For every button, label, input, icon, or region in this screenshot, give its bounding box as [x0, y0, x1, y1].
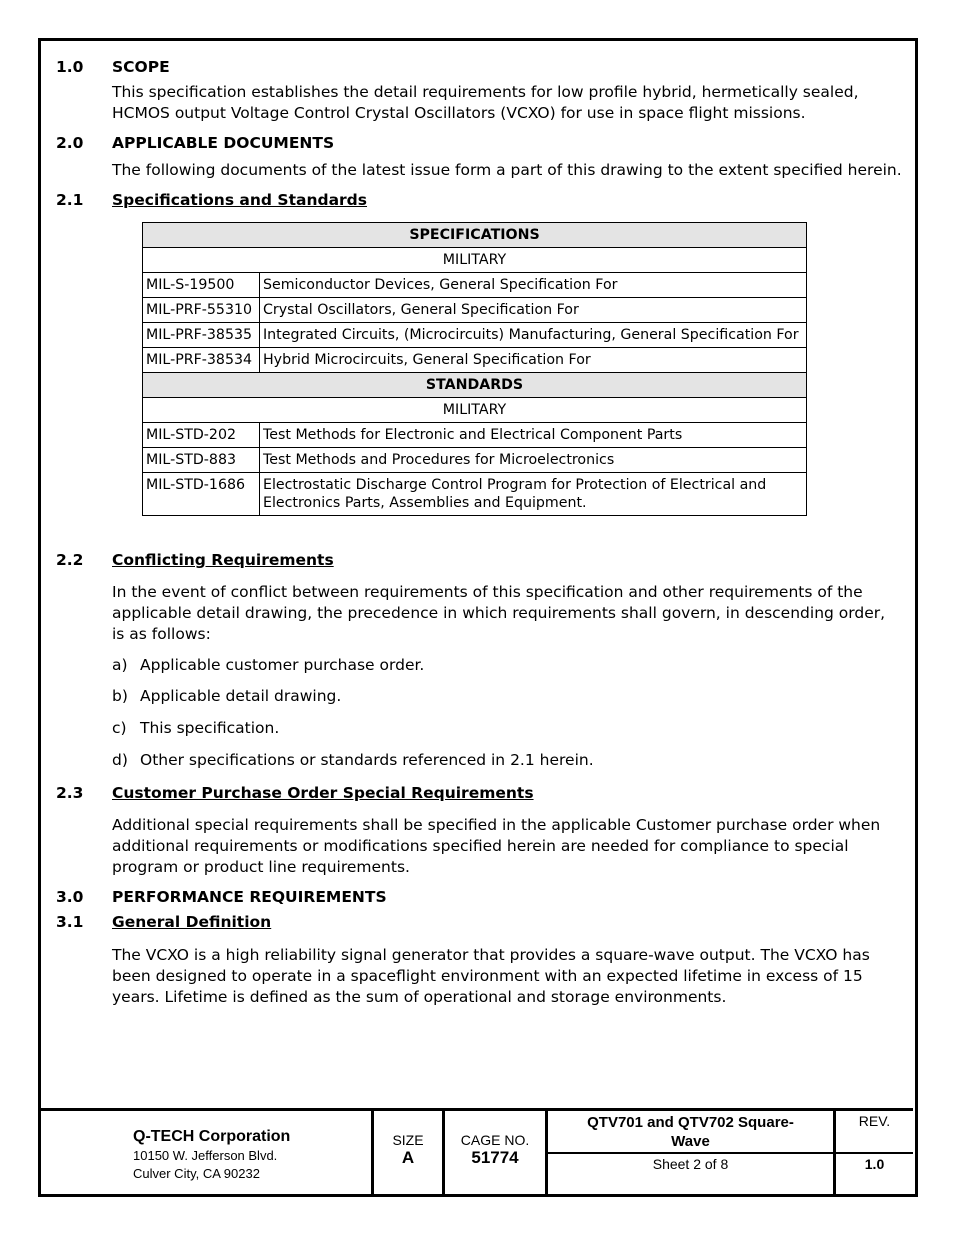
section-text: Additional special requirements shall be specified in the applicable Customer purchase order when additional requirements or modifications specified herein are needed for compliance to special program or product line requirements. — [112, 816, 881, 876]
list-item — [112, 719, 279, 737]
list-label: b) — [112, 687, 128, 705]
section-title: PERFORMANCE REQUIREMENTS — [112, 888, 387, 906]
section-text: The VCXO is a high reliability signal generator that provides a square-wave output. The VCXO has been designed to operate in a spaceflight environment with an expected lifetime in excess of 15 years. Lifetime is defined as the sum of operational and storage environments. — [112, 946, 870, 1006]
sheet-number: Sheet 2 of 8 — [652, 1156, 729, 1172]
table-row — [143, 473, 807, 516]
list-item — [112, 687, 341, 705]
doc-id: MIL-STD-202 — [143, 423, 260, 448]
section-number: 2.1 — [56, 191, 84, 209]
documents-table — [142, 222, 807, 516]
cage-value: 51774 — [471, 1148, 519, 1167]
company-address-1: 10150 W. Jefferson Blvd. — [133, 1148, 278, 1163]
section-number: 2.0 — [56, 134, 84, 152]
section-text: This specification establishes the detail requirements for low profile hybrid, hermetically sealed, HCMOS output Voltage Control Crystal Oscillators (VCXO) for use in space flight missions. — [112, 83, 859, 122]
list-text: Other specifications or standards referenced in 2.1 herein. — [140, 751, 594, 769]
doc-desc: Hybrid Microcircuits, General Specification For — [260, 348, 807, 373]
doc-id: MIL-PRF-38534 — [143, 348, 260, 373]
list-label: a) — [112, 656, 128, 674]
table-row — [143, 348, 807, 373]
list-label: d) — [112, 751, 128, 769]
list-label: c) — [112, 719, 127, 737]
doc-desc: Semiconductor Devices, General Specification For — [260, 273, 807, 298]
section-number: 3.0 — [56, 888, 84, 906]
section-text: The following documents of the latest issue form a part of this drawing to the extent specified herein. — [112, 161, 902, 179]
doc-desc: Test Methods for Electronic and Electrical Component Parts — [260, 423, 807, 448]
table-subheader: MILITARY — [143, 248, 807, 273]
table-header-standards: STANDARDS — [143, 373, 807, 398]
section-text: In the event of conflict between requirements of this specification and other requirements of the applicable detail drawing, the precedence in which requirements shall govern, in descending order, is as follows: — [112, 583, 886, 643]
section-title: Specifications and Standards — [112, 191, 368, 209]
size-label: SIZE — [392, 1132, 424, 1148]
list-text: Applicable detail drawing. — [140, 687, 342, 705]
rev-value: 1.0 — [864, 1156, 885, 1172]
section-number: 3.1 — [56, 913, 84, 931]
doc-id: MIL-S-19500 — [143, 273, 260, 298]
section-number: 1.0 — [56, 58, 84, 76]
list-text: This specification. — [140, 719, 280, 737]
title-block — [40, 1108, 913, 1195]
size-value: A — [401, 1148, 415, 1167]
cage-label: CAGE NO. — [460, 1132, 530, 1148]
section-title: General Definition — [112, 913, 272, 931]
table-row — [143, 273, 807, 298]
doc-id: MIL-STD-883 — [143, 448, 260, 473]
table-row — [143, 448, 807, 473]
company-name: Q-TECH Corporation — [133, 1128, 291, 1145]
doc-desc: Test Methods and Procedures for Microelectronics — [260, 448, 807, 473]
doc-id: MIL-STD-1686 — [143, 473, 260, 516]
document-title: QTV701 and QTV702 Square-Wave — [587, 1114, 794, 1150]
list-item — [112, 656, 424, 674]
table-row — [143, 323, 807, 348]
doc-id: MIL-PRF-38535 — [143, 323, 260, 348]
section-number: 2.3 — [56, 784, 84, 802]
list-item — [112, 751, 594, 769]
section-title: SCOPE — [112, 58, 170, 76]
doc-desc: Crystal Oscillators, General Specification For — [260, 298, 807, 323]
doc-desc: Electrostatic Discharge Control Program for Protection of Electrical and Electronics Parts, Assemblies and Equipment. — [260, 473, 807, 516]
section-title: Customer Purchase Order Special Requirements — [112, 784, 534, 802]
rev-label: REV. — [858, 1113, 891, 1129]
doc-desc: Integrated Circuits, (Microcircuits) Manufacturing, General Specification For — [260, 323, 807, 348]
section-number: 2.2 — [56, 551, 84, 569]
doc-id: MIL-PRF-55310 — [143, 298, 260, 323]
section-title: APPLICABLE DOCUMENTS — [112, 134, 335, 152]
table-row — [143, 298, 807, 323]
table-row — [143, 423, 807, 448]
table-subheader: MILITARY — [143, 398, 807, 423]
list-text: Applicable customer purchase order. — [140, 656, 425, 674]
company-address-2: Culver City, CA 90232 — [133, 1166, 260, 1181]
table-header-specifications: SPECIFICATIONS — [143, 223, 807, 248]
section-title: Conflicting Requirements — [112, 551, 334, 569]
